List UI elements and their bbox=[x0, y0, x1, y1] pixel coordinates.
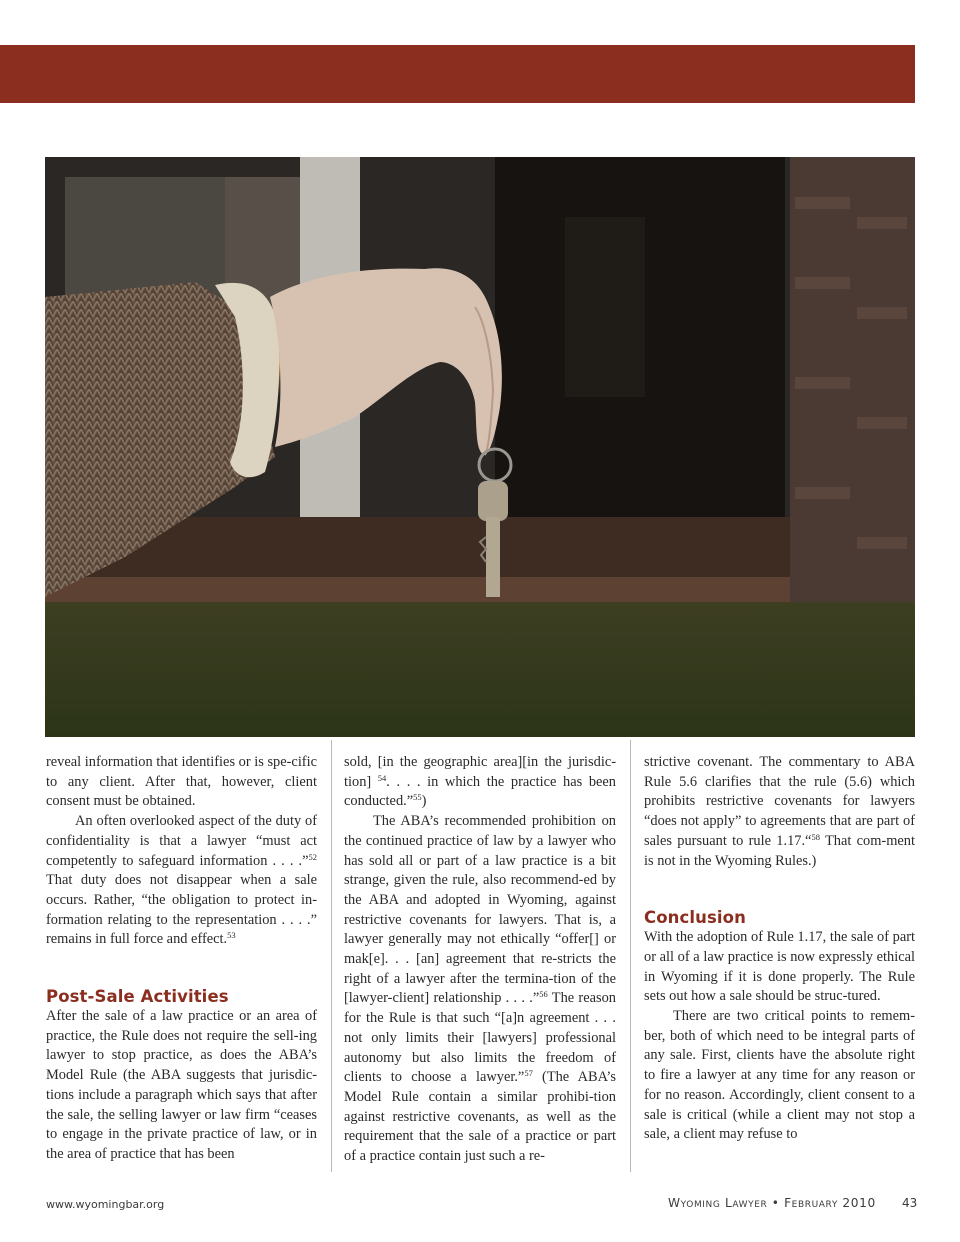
paragraph: After the sale of a law practice or an area of practice, the Rule does not require the sell-ing lawyer to stop practice, as does the ABA’s Model Rule (the ABA suggests that jurisdic-tions include a paragraph which says that after the sale, the selling lawyer or law firm “ceases to engage in the private practice of law, or in the area of practice that has been bbox=[46, 1008, 317, 1162]
footnote-ref: 57 bbox=[524, 1068, 533, 1079]
footnote-ref: 52 bbox=[308, 851, 317, 862]
photo-hand-holding-key bbox=[45, 157, 915, 737]
footnote-ref: 54 bbox=[377, 772, 387, 783]
paragraph bbox=[344, 753, 616, 812]
footnote-ref: 56 bbox=[539, 989, 548, 1000]
paragraph: With the adoption of Rule 1.17, the sale of part or all of a law practice is now expressly ethical in Wyoming if it is done properly. The Rule sets out how a sale should be struc-tured. bbox=[644, 929, 915, 1005]
paragraph bbox=[644, 753, 915, 871]
text-run: The reason for the Rule is that such “[a]n agreement . . . not only limits their [lawyers] professional autonomy but also limits the freedom of clients to choose a lawyer.” bbox=[344, 990, 616, 1086]
paragraph bbox=[46, 812, 317, 950]
text-run: . . . . in which the practice has been conducted.” bbox=[344, 773, 617, 810]
section-heading: Conclusion bbox=[644, 908, 746, 928]
text-run: An often overlooked aspect of the duty of confidentiality is that a lawyer “must act competently to safeguard information . . . .” bbox=[46, 813, 317, 869]
text-column-2 bbox=[344, 753, 616, 1173]
paragraph bbox=[344, 812, 616, 1167]
column-divider bbox=[331, 740, 332, 1172]
text-run: The ABA’s recommended prohibition on the continued practice of law by a lawyer who has sold all or part of a law practice is a bit strange, given the rule, also recommend-ed by the ABA and adopted in Wyoming, against restrictive covenants for lawyers. That is, a lawyer generally may not ethically “offer[] or mak[e]. . . [an] agreement that re-stricts the right of a lawyer after the termina-tion of the [lawyer-client] relationship . . . .” bbox=[344, 813, 616, 1007]
text-run: strictive covenant. The commentary to ABA Rule 5.6 clarifies that the rule (5.6) which prohibits restrictive covenants for lawyers “does not apply” to agreements that are part of sales pursuant to rule 1.17.“ bbox=[644, 754, 915, 849]
section-heading: Post-Sale Activities bbox=[46, 987, 229, 1007]
paragraph: reveal information that identifies or is spe-cific to any client. After that, however, client consent must be obtained. bbox=[46, 754, 317, 810]
footer-website-url: www.wyomingbar.org bbox=[46, 1198, 165, 1211]
footnote-ref: 55 bbox=[413, 792, 422, 803]
text-column-3 bbox=[644, 753, 915, 1173]
page-number: 43 bbox=[902, 1196, 918, 1210]
text-column-1 bbox=[46, 753, 317, 1173]
paragraph: There are two critical points to remem-ber, both of which need to be integral parts of any sale. First, clients have the absolute right to fire a lawyer at any time for any reason or for no reason. Accordingly, client consent to a sale is critical (while a client may not stop a sale, a client may refuse to bbox=[644, 1008, 915, 1143]
text-run: ) bbox=[421, 793, 427, 810]
footnote-ref: 58 bbox=[811, 831, 820, 842]
footnote-ref: 53 bbox=[227, 930, 236, 941]
column-divider bbox=[630, 740, 631, 1172]
footer-publication: Wyoming Lawyer • February 2010 bbox=[668, 1196, 876, 1210]
text-run: That duty does not disappear when a sale occurs. Rather, “the obligation to protect in-formation relating to the representation . . . .” remains in full force and effect. bbox=[46, 872, 317, 948]
text-run: (The ABA’s Model Rule contain a similar prohibi-tion against restrictive covenants, as well as the requirement that the sale of a practice or part of a practice contain just such a re- bbox=[344, 1069, 616, 1165]
header-color-bar bbox=[0, 45, 915, 103]
text-run: That com-ment is not in the Wyoming Rules.) bbox=[644, 832, 915, 869]
text-run: sold, [in the geographic area][in the jurisdic-tion] bbox=[344, 754, 616, 790]
